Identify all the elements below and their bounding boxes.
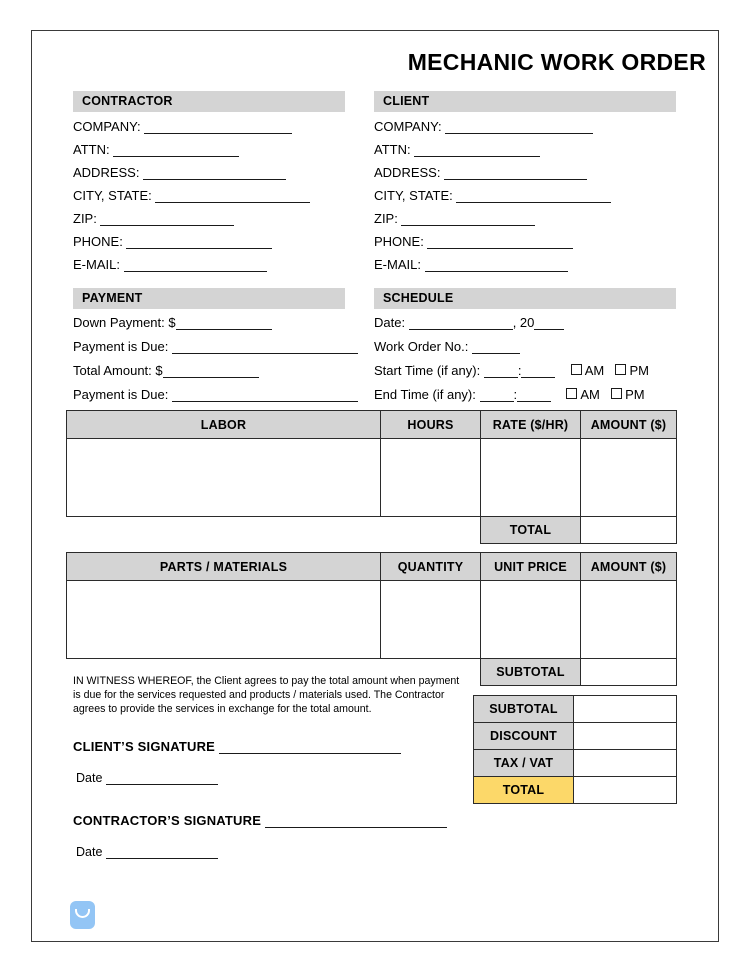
field-client-attn <box>374 143 540 157</box>
totals-row-total <box>474 777 677 804</box>
document-badge-logo-icon <box>70 901 95 929</box>
spacer-cell <box>67 517 381 544</box>
contractor-signature-line[interactable] <box>265 816 447 828</box>
start-am-label: AM <box>584 363 605 378</box>
field-client-zip <box>374 212 535 226</box>
totals-label-tax-vat: TAX / VAT <box>474 750 574 777</box>
field-contractor-address <box>73 166 286 180</box>
field-payment-due-2 <box>73 388 358 402</box>
totals-value-tax-vat[interactable] <box>574 750 677 777</box>
field-input-line[interactable] <box>401 214 535 226</box>
field-client-address <box>374 166 587 180</box>
field-input-line[interactable] <box>445 122 593 134</box>
field-input-line[interactable] <box>172 342 358 354</box>
field-client-company <box>374 120 593 134</box>
parts-subtotal-value[interactable] <box>581 659 677 686</box>
column-header-rate: RATE ($/HR) <box>481 411 581 439</box>
end-am-label: AM <box>580 387 600 402</box>
totals-row-discount <box>474 723 677 750</box>
section-header-contractor: CONTRACTOR <box>73 91 345 112</box>
field-input-line[interactable] <box>100 214 234 226</box>
field-label: E-MAIL: <box>374 257 421 272</box>
field-label: COMPANY: <box>374 119 442 134</box>
cell-rate[interactable] <box>481 439 581 517</box>
field-label: Start Time (if any): <box>374 363 481 378</box>
client-date-line[interactable] <box>106 773 218 785</box>
table-header-row <box>67 411 677 439</box>
field-input-line[interactable] <box>124 260 267 272</box>
document-page <box>31 30 719 942</box>
checkbox-end-am[interactable] <box>566 388 577 399</box>
field-work-order-no <box>374 340 520 354</box>
column-header-hours: HOURS <box>381 411 481 439</box>
client-date-label: Date <box>76 771 103 785</box>
cell-labor[interactable] <box>67 439 381 517</box>
end-pm-label: PM <box>625 387 645 402</box>
field-input-line[interactable] <box>144 122 292 134</box>
field-label: Payment is Due: <box>73 339 169 354</box>
field-label: CITY, STATE: <box>374 188 453 203</box>
field-label: COMPANY: <box>73 119 141 134</box>
witness-statement: IN WITNESS WHEREOF, the Client agrees to pay the total amount when payment is due for the services requested and products / materials used. The Contractor agrees to provide the services in exchange for the total amount. <box>73 675 460 716</box>
field-input-line[interactable] <box>155 191 310 203</box>
field-label: Work Order No.: <box>374 339 469 354</box>
field-contractor-company <box>73 120 292 134</box>
field-input-line[interactable] <box>414 145 540 157</box>
cell-unit-price[interactable] <box>481 581 581 659</box>
column-header-labor: LABOR <box>67 411 381 439</box>
client-signature-label: CLIENT’S SIGNATURE <box>73 739 216 754</box>
field-label: Down Payment: $ <box>73 315 176 330</box>
totals-label-discount: DISCOUNT <box>474 723 574 750</box>
field-input-line[interactable] <box>427 237 573 249</box>
cell-hours[interactable] <box>381 439 481 517</box>
contractor-signature-block <box>73 813 447 828</box>
field-input-line[interactable] <box>126 237 272 249</box>
column-header-amount: AMOUNT ($) <box>581 411 677 439</box>
field-contractor-phone <box>73 235 272 249</box>
contractor-signature-label: CONTRACTOR’S SIGNATURE <box>73 813 262 828</box>
section-header-client: CLIENT <box>374 91 676 112</box>
time-separator: : <box>517 363 522 378</box>
table-row <box>67 439 677 517</box>
column-header-parts: PARTS / MATERIALS <box>67 553 381 581</box>
section-header-schedule: SCHEDULE <box>374 288 676 309</box>
spacer-cell <box>381 517 481 544</box>
field-contractor-zip <box>73 212 234 226</box>
checkbox-start-pm[interactable] <box>615 364 626 375</box>
field-contractor-city-state <box>73 189 310 203</box>
checkbox-end-pm[interactable] <box>611 388 622 399</box>
table-row <box>67 581 677 659</box>
field-down-payment <box>73 316 272 330</box>
field-client-email <box>374 258 568 272</box>
cell-amount[interactable] <box>581 439 677 517</box>
field-label: ADDRESS: <box>73 165 140 180</box>
field-label: PHONE: <box>73 234 123 249</box>
field-input-line[interactable] <box>143 168 286 180</box>
field-input-line-hour[interactable] <box>480 390 514 402</box>
field-end-time <box>374 388 645 402</box>
date-year-prefix: , 20 <box>512 315 535 330</box>
labor-total-label: TOTAL <box>481 517 581 544</box>
field-label: Total Amount: $ <box>73 363 163 378</box>
client-date-block <box>76 771 218 785</box>
field-label: Payment is Due: <box>73 387 169 402</box>
field-contractor-email <box>73 258 267 272</box>
field-label: ATTN: <box>374 142 411 157</box>
field-total-amount <box>73 364 259 378</box>
client-signature-line[interactable] <box>219 742 401 754</box>
field-label: PHONE: <box>374 234 424 249</box>
field-input-line[interactable] <box>472 342 520 354</box>
field-label: ADDRESS: <box>374 165 441 180</box>
field-contractor-attn <box>73 143 239 157</box>
column-header-unit-price: UNIT PRICE <box>481 553 581 581</box>
totals-label-subtotal: SUBTOTAL <box>474 696 574 723</box>
parts-subtotal-label: SUBTOTAL <box>481 659 581 686</box>
column-header-quantity: QUANTITY <box>381 553 481 581</box>
labor-total-value[interactable] <box>581 517 677 544</box>
field-input-line[interactable] <box>444 168 587 180</box>
parts-materials-table <box>66 552 677 686</box>
contractor-date-label: Date <box>76 845 103 859</box>
page-title: MECHANIC WORK ORDER <box>407 49 706 75</box>
field-label: Date: <box>374 315 406 330</box>
cell-parts[interactable] <box>67 581 381 659</box>
section-header-payment: PAYMENT <box>73 288 345 309</box>
field-input-line-date[interactable] <box>409 318 513 330</box>
contractor-date-block <box>76 845 218 859</box>
field-input-line-hour[interactable] <box>484 366 518 378</box>
field-input-line[interactable] <box>176 318 272 330</box>
field-label: CITY, STATE: <box>73 188 152 203</box>
field-schedule-date <box>374 316 564 330</box>
totals-table <box>473 695 677 804</box>
client-signature-block <box>73 739 401 754</box>
field-input-line-minute[interactable] <box>517 390 551 402</box>
field-input-line[interactable] <box>172 390 358 402</box>
field-label: End Time (if any): <box>374 387 476 402</box>
column-header-amount: AMOUNT ($) <box>581 553 677 581</box>
cell-amount[interactable] <box>581 581 677 659</box>
field-payment-due-1 <box>73 340 358 354</box>
field-input-line[interactable] <box>163 366 259 378</box>
field-client-phone <box>374 235 573 249</box>
totals-row-subtotal <box>474 696 677 723</box>
start-pm-label: PM <box>629 363 649 378</box>
field-input-line[interactable] <box>113 145 239 157</box>
field-start-time <box>374 364 649 378</box>
contractor-date-line[interactable] <box>106 847 218 859</box>
field-input-line[interactable] <box>456 191 611 203</box>
checkbox-start-am[interactable] <box>571 364 582 375</box>
field-label: ZIP: <box>73 211 97 226</box>
totals-value-total[interactable] <box>574 777 677 804</box>
cell-quantity[interactable] <box>381 581 481 659</box>
time-separator: : <box>513 387 518 402</box>
field-label: E-MAIL: <box>73 257 120 272</box>
labor-total-row <box>67 517 677 544</box>
table-header-row <box>67 553 677 581</box>
field-label: ZIP: <box>374 211 398 226</box>
field-input-line[interactable] <box>425 260 568 272</box>
field-label: ATTN: <box>73 142 110 157</box>
totals-value-discount[interactable] <box>574 723 677 750</box>
totals-value-subtotal[interactable] <box>574 696 677 723</box>
totals-row-tax <box>474 750 677 777</box>
field-input-line-year[interactable] <box>534 318 564 330</box>
field-client-city-state <box>374 189 611 203</box>
labor-table <box>66 410 677 544</box>
field-input-line-minute[interactable] <box>521 366 555 378</box>
totals-label-total: TOTAL <box>474 777 574 804</box>
